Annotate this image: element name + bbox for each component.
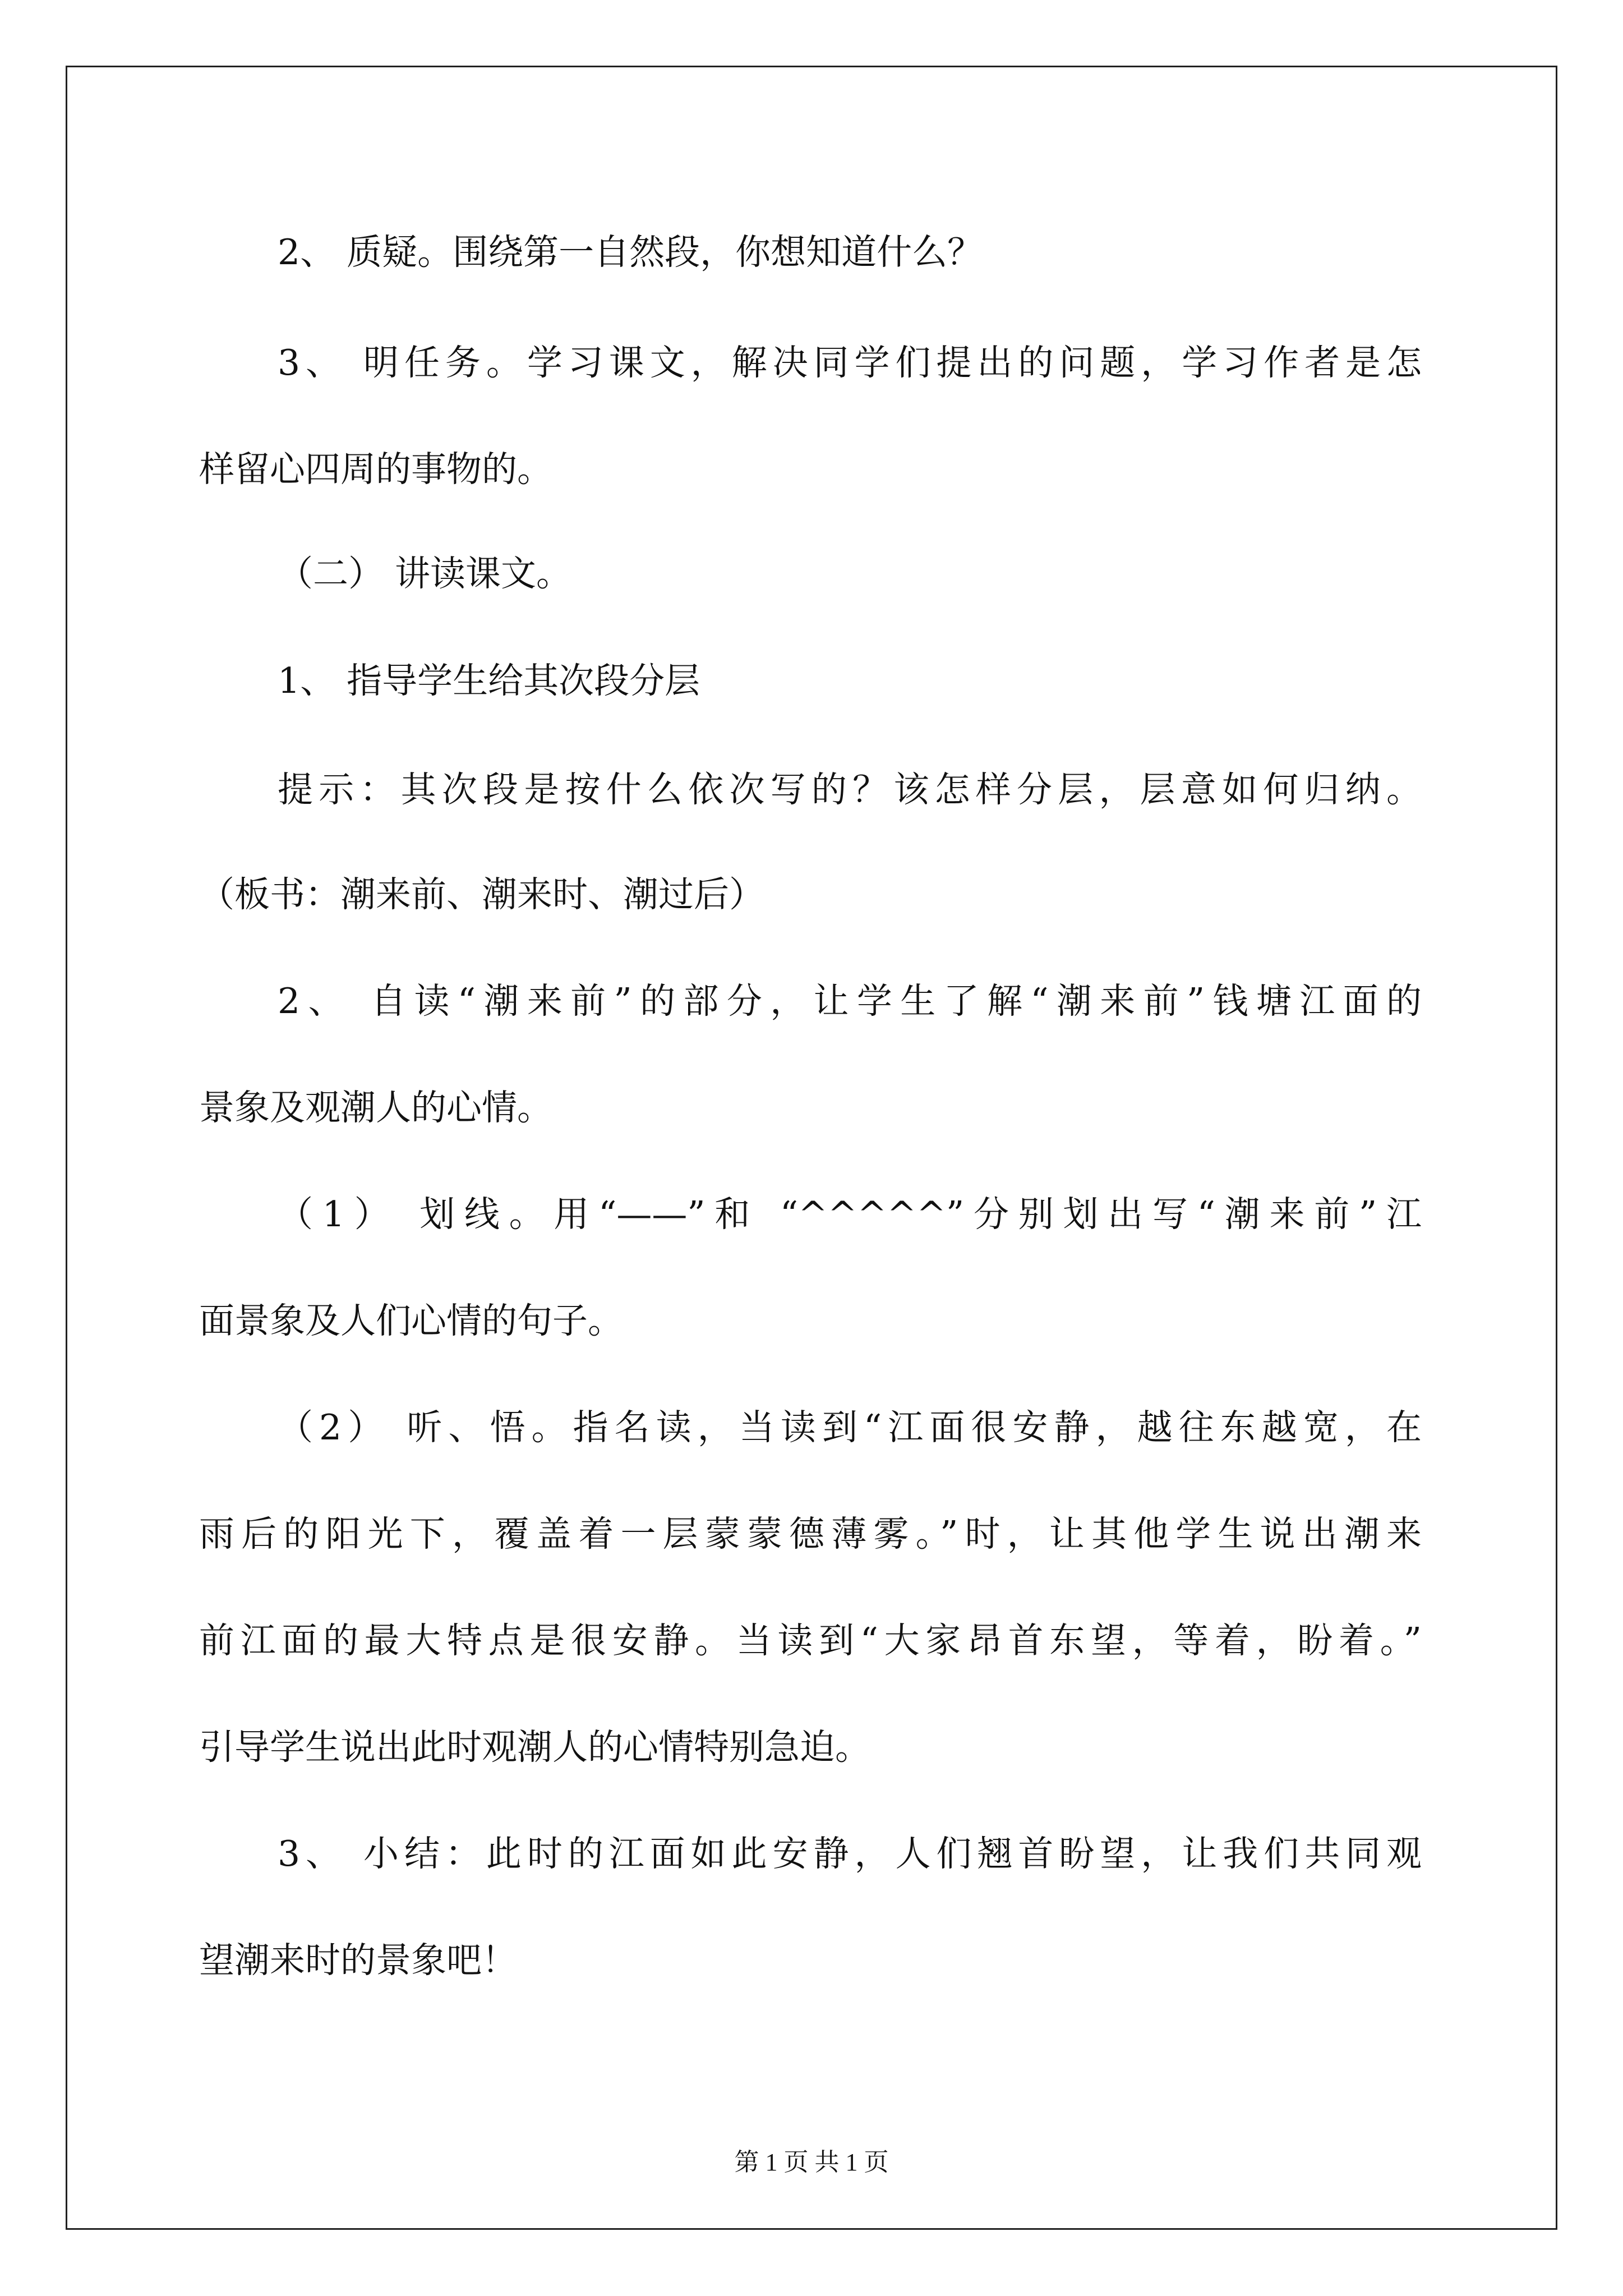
paragraph-line: （2） 听、悟。指名读，当读到“江面很安静，越往东越宽，在 <box>278 1407 1422 1448</box>
paragraph-line: 3、 明任务。学习课文，解决同学们提出的问题，学习作者是怎 <box>278 342 1422 383</box>
paragraph-line: 景象及观潮人的心情。 <box>199 1087 552 1128</box>
section-heading: （二） 讲读课文。 <box>278 553 572 594</box>
paragraph-line: 面景象及人们心情的句子。 <box>199 1300 623 1341</box>
paragraph-line: 2、 自读“潮来前”的部分，让学生了解“潮来前”钱塘江面的 <box>278 981 1422 1022</box>
paragraph-line: 雨后的阳光下，覆盖着一层蒙蒙德薄雾。”时，让其他学生说出潮来 <box>199 1513 1422 1554</box>
page-frame <box>66 66 1557 2230</box>
paragraph-line: 提示：其次段是按什么依次写的？该怎样分层，层意如何归纳。 <box>278 769 1422 810</box>
paragraph-line: 2、 质疑。围绕第一自然段，你想知道什么？ <box>278 232 983 273</box>
paragraph-line: 样留心四周的事物的。 <box>199 449 552 490</box>
paragraph-line: （板书：潮来前、潮来时、潮过后） <box>199 874 764 915</box>
paragraph-line: 前江面的最大特点是很安静。当读到“大家昂首东望，等着，盼着。” <box>199 1620 1422 1661</box>
paragraph-line: 引导学生说出此时观潮人的心情特别急迫。 <box>199 1727 870 1768</box>
paragraph-line: 3、 小结：此时的江面如此安静，人们翘首盼望，让我们共同观 <box>278 1833 1422 1874</box>
paragraph-line: 1、 指导学生给其次段分层 <box>278 660 700 701</box>
page-footer: 第 1 页 共 1 页 <box>734 2148 889 2176</box>
paragraph-line: 望潮来时的景象吧！ <box>199 1940 517 1981</box>
paragraph-line: （1） 划线。用“——”和 “^^^^^”分别划出写“潮来前”江 <box>278 1194 1422 1235</box>
